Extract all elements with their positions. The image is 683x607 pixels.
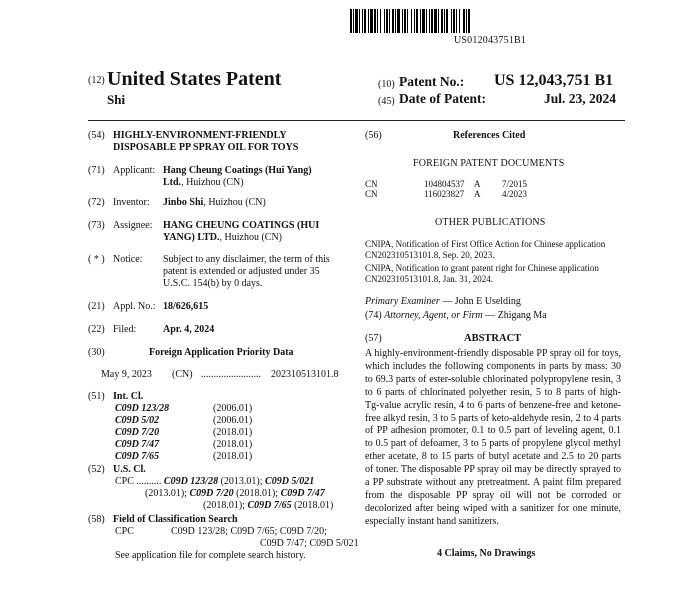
cpc-class-d-version: (2018.01); bbox=[203, 500, 245, 511]
cpc-class-a-version: (2013.01); bbox=[220, 476, 263, 487]
inventor-surname: Shi bbox=[107, 92, 126, 107]
foreign-doc-kind: A bbox=[474, 179, 481, 189]
examiner-name: — John E Uselding bbox=[442, 296, 521, 307]
cpc-class-b-version: (2013.01); bbox=[145, 488, 187, 499]
barcode-number: US012043751B1 bbox=[454, 35, 527, 46]
foreign-number: 202310513101.8 bbox=[271, 369, 339, 380]
field-note: See application file for complete search history. bbox=[115, 550, 306, 561]
abstract-heading: ABSTRACT bbox=[464, 333, 522, 344]
claims-summary: 4 Claims, No Drawings bbox=[437, 548, 536, 559]
foreign-doc-number: 116023827 bbox=[424, 189, 465, 199]
assignee-name-cont: YANG) LTD. bbox=[163, 232, 220, 243]
code-12: (12) bbox=[88, 75, 105, 86]
intcl-version: (2006.01) bbox=[213, 403, 253, 414]
field-line-1: C09D 123/28; C09D 7/65; C09D 7/20; bbox=[171, 526, 327, 537]
date-label: Date of Patent: bbox=[399, 91, 486, 106]
intcl-class: C09D 7/20 bbox=[115, 427, 160, 438]
inventor-name: Jinbo Shi bbox=[163, 197, 204, 208]
patent-number-label: Patent No.: bbox=[399, 74, 465, 89]
document-type: United States Patent bbox=[107, 68, 282, 90]
pub-1-line-1: CNIPA, Notification of First Office Action for Chinese application bbox=[365, 239, 606, 249]
pub-2-line-2: CN202310513101.8, Jan. 31, 2024. bbox=[365, 274, 493, 284]
assignee-label: Assignee: bbox=[113, 220, 153, 231]
filed-label: Filed: bbox=[113, 324, 137, 335]
foreign-doc-country: CN bbox=[365, 189, 378, 199]
intcl-class: C09D 7/65 bbox=[115, 451, 160, 462]
notice-line-3: U.S.C. 154(b) by 0 days. bbox=[163, 278, 263, 289]
foreign-doc-number: 104804537 bbox=[424, 179, 465, 189]
appl-label: Appl. No.: bbox=[113, 301, 156, 312]
cpc-label: CPC bbox=[115, 476, 134, 487]
intcl-version: (2018.01) bbox=[213, 451, 253, 462]
foreign-doc-date: 4/2023 bbox=[502, 189, 528, 199]
intcl-heading: Int. Cl. bbox=[113, 391, 144, 402]
uscl-code: (52) bbox=[88, 464, 105, 475]
applicant-label: Applicant: bbox=[113, 165, 156, 176]
patent-number: US 12,043,751 B1 bbox=[494, 72, 614, 89]
barcode bbox=[350, 9, 550, 33]
patent-date: Jul. 23, 2024 bbox=[544, 91, 617, 106]
intcl-class: C09D 123/28 bbox=[115, 403, 170, 414]
notice-line-1: Subject to any disclaimer, the term of this bbox=[163, 254, 330, 265]
examiner-label: Primary Examiner bbox=[365, 296, 440, 307]
intcl-class: C09D 5/02 bbox=[115, 415, 160, 426]
notice-line-2: patent is extended or adjusted under 35 bbox=[163, 266, 320, 277]
inventor-label: Inventor: bbox=[113, 197, 150, 208]
foreign-heading: Foreign Application Priority Data bbox=[149, 347, 294, 358]
foreign-country: (CN) bbox=[172, 369, 193, 380]
agent-name: — Zhigang Ma bbox=[485, 310, 547, 321]
foreign-docs-heading: FOREIGN PATENT DOCUMENTS bbox=[413, 158, 565, 169]
foreign-doc-kind: A bbox=[474, 189, 481, 199]
foreign-code: (30) bbox=[88, 347, 105, 358]
cpc-class-d: C09D 7/47 bbox=[280, 488, 325, 499]
other-pubs-heading: OTHER PUBLICATIONS bbox=[435, 217, 546, 228]
refs-heading: References Cited bbox=[453, 130, 526, 141]
applicant-location: , Huizhou (CN) bbox=[181, 177, 244, 188]
cpc-class-e: C09D 7/65 bbox=[247, 500, 292, 511]
field-heading: Field of Classification Search bbox=[113, 514, 238, 525]
agent-code: (74) bbox=[365, 310, 382, 321]
applicant-code: (71) bbox=[88, 165, 105, 176]
code-45: (45) bbox=[378, 96, 395, 107]
assignee-code: (73) bbox=[88, 220, 105, 231]
appl-code: (21) bbox=[88, 301, 105, 312]
intcl-code: (51) bbox=[88, 391, 105, 402]
field-cpc-label: CPC bbox=[115, 526, 134, 537]
foreign-date: May 9, 2023 bbox=[101, 369, 152, 380]
intcl-version: (2018.01) bbox=[213, 439, 253, 450]
cpc-dots: .......... bbox=[136, 476, 162, 487]
header-rule bbox=[88, 120, 625, 121]
pub-2-line-1: CNIPA, Notification to grant patent right for Chinese application bbox=[365, 263, 599, 273]
intcl-class: C09D 7/47 bbox=[115, 439, 160, 450]
notice-label: Notice: bbox=[113, 254, 143, 265]
barcode-bar bbox=[470, 9, 472, 33]
field-line-2: C09D 7/47; C09D 5/021 bbox=[260, 538, 359, 549]
title-line-1: HIGHLY-ENVIRONMENT-FRIENDLY bbox=[113, 130, 287, 141]
uscl-heading: U.S. Cl. bbox=[113, 464, 146, 475]
field-code: (58) bbox=[88, 514, 105, 525]
inventor-location: , Huizhou (CN) bbox=[203, 197, 266, 208]
filed-date: Apr. 4, 2024 bbox=[163, 324, 215, 335]
cpc-class-c-version: (2018.01); bbox=[236, 488, 279, 499]
appl-number: 18/626,615 bbox=[163, 301, 209, 312]
inventor-code: (72) bbox=[88, 197, 105, 208]
notice-code: ( * ) bbox=[88, 254, 105, 265]
intcl-version: (2018.01) bbox=[213, 427, 253, 438]
intcl-version: (2006.01) bbox=[213, 415, 253, 426]
cpc-class-b: C09D 5/021 bbox=[265, 476, 315, 487]
abstract-code: (57) bbox=[365, 333, 382, 344]
assignee-name: HANG CHEUNG COATINGS (HUI bbox=[163, 220, 320, 231]
filed-code: (22) bbox=[88, 324, 105, 335]
abstract-text: A highly-environment-friendly disposable PP spray oil for toys, which includes the following components in parts by mass: 30 to 69.3 parts of ester-soluble chlorinated polypropylene resin, 3 to 6 parts of chlorinated polyether resin, 5 to 8 parts of high-Tg-value acrylic resin, 4 to 6 parts of benzene-free and ketone-free alkyd resin, 3 to 5 parts of keto-aldehyde resin, 2 to 4 parts of PP adhesion promoter, 0.1 to 0.5 part of leveling agent, 0.1 to 0.5 part of defoamer, 3 to 5 parts of propylene glycol methyl ether acetate, 8 to 15 parts of butyl acetate and 2.5 to 20 parts of toner. The disposable PP spray oil may be directly sprayed to a PP substrate without any pretreatment. A paint film prepared from the disposable PP spray oil will not be corroded or decolorized after being wiped with a sanitizer for one minute, especially instant hand sanitizers. bbox=[365, 348, 621, 527]
refs-code: (56) bbox=[365, 130, 382, 141]
agent-label: Attorney, Agent, or Firm bbox=[384, 310, 483, 321]
code-10: (10) bbox=[378, 79, 395, 90]
foreign-doc-date: 7/2015 bbox=[502, 179, 528, 189]
foreign-doc-country: CN bbox=[365, 179, 378, 189]
pub-1-line-2: CN202310513101.8, Sep. 20, 2023. bbox=[365, 250, 495, 260]
title-line-2: DISPOSABLE PP SPRAY OIL FOR TOYS bbox=[113, 142, 299, 153]
cpc-class-c: C09D 7/20 bbox=[189, 488, 234, 499]
assignee-location: , Huizhou (CN) bbox=[219, 232, 282, 243]
cpc-class-a: C09D 123/28 bbox=[163, 476, 219, 487]
cpc-class-e-version: (2018.01) bbox=[294, 500, 334, 511]
title-code: (54) bbox=[88, 130, 105, 141]
foreign-dots: ........................ bbox=[201, 369, 261, 380]
applicant-name-cont: Ltd. bbox=[163, 177, 182, 188]
applicant-name: Hang Cheung Coatings (Hui Yang) bbox=[163, 165, 312, 176]
